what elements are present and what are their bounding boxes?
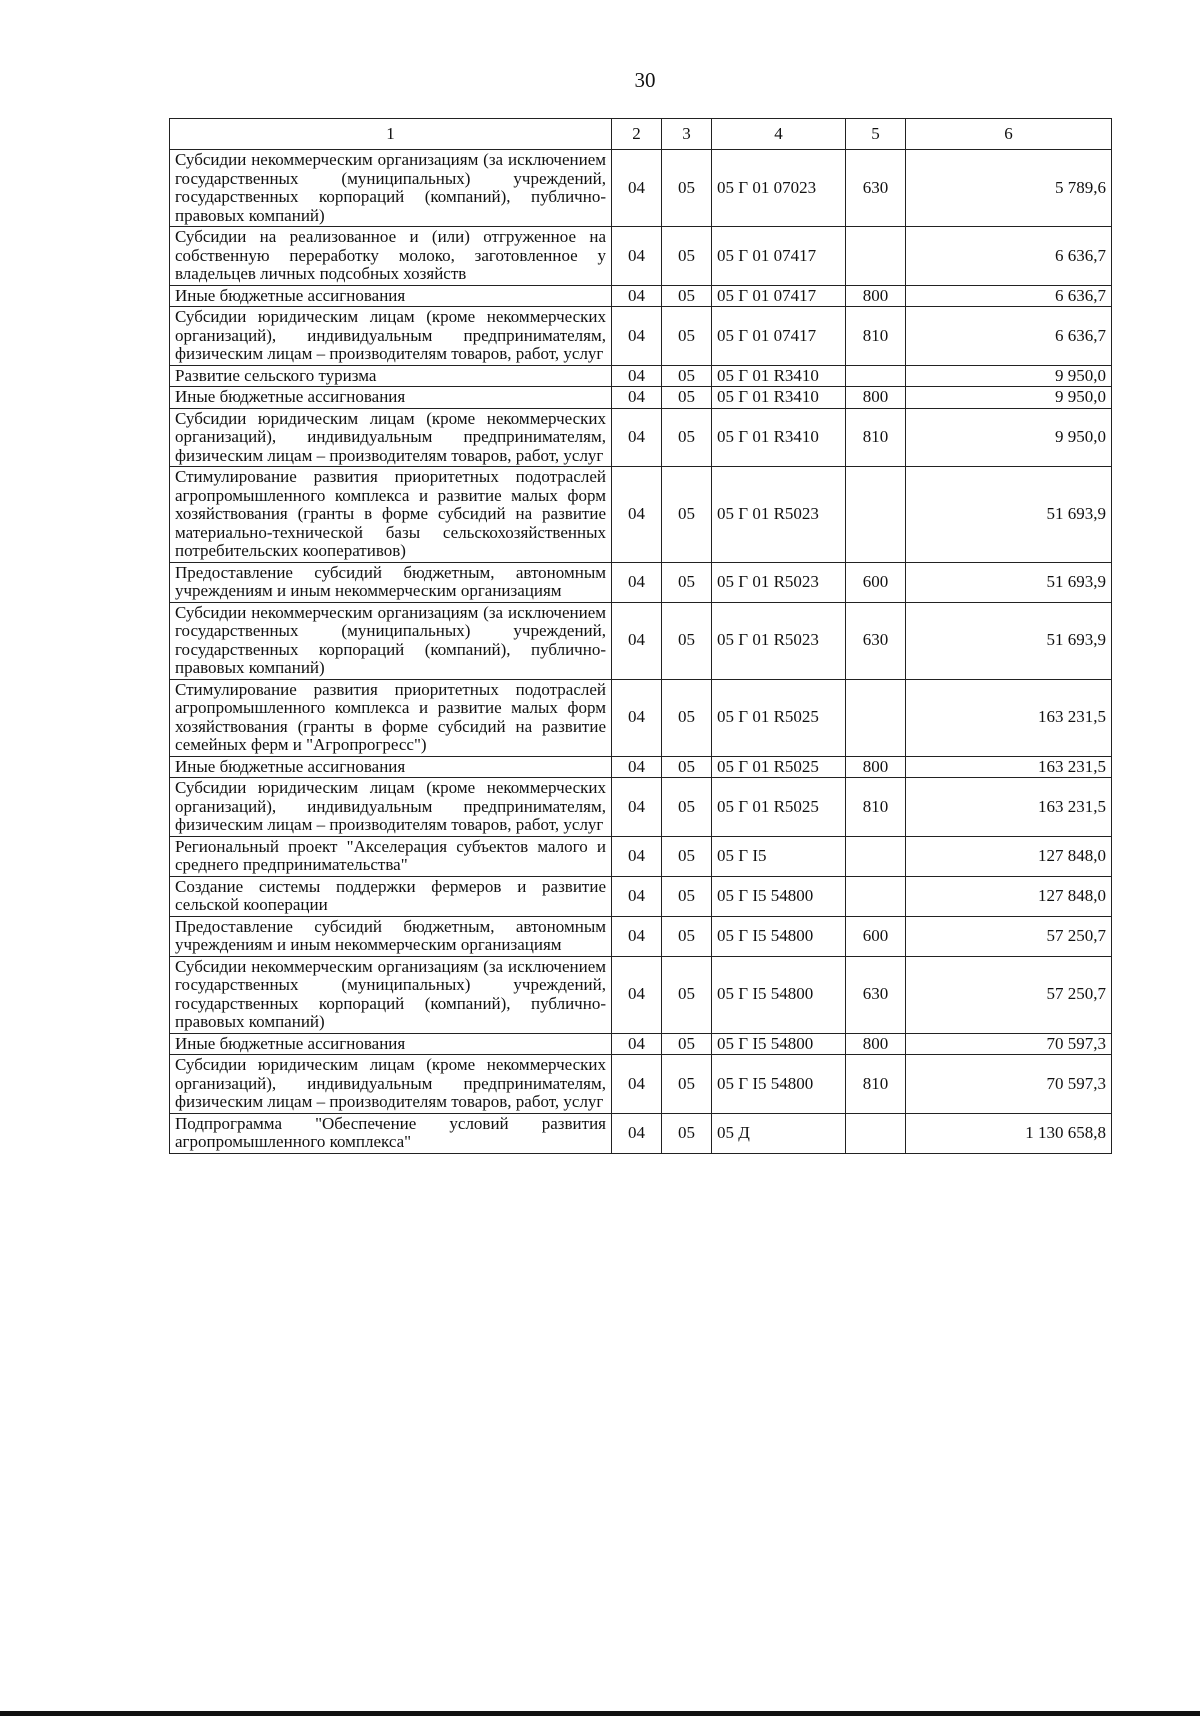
row-subsection-cell: 05 — [662, 1055, 712, 1114]
table-row — [170, 756, 1112, 778]
row-amount-cell: 6 636,7 — [906, 307, 1112, 366]
row-name-cell: Субсидии некоммерческим организациям (за исключением государственных (муниципальных) учреждений, государственных корпораций (компаний), публично-правовых компаний) — [170, 956, 612, 1033]
header-row — [170, 119, 1112, 150]
row-subsection-cell: 05 — [662, 876, 712, 916]
row-name-cell: Субсидии юридическим лицам (кроме некоммерческих организаций), индивидуальным предпринимателям, физическим лицам – производителям товаров, работ, услуг — [170, 408, 612, 467]
row-amount-cell: 1 130 658,8 — [906, 1113, 1112, 1153]
column-header-2: 2 — [612, 119, 662, 150]
row-name-cell: Иные бюджетные ассигнования — [170, 1033, 612, 1055]
row-subsection-cell: 05 — [662, 307, 712, 366]
row-name-cell: Субсидии некоммерческим организациям (за исключением государственных (муниципальных) учреждений, государственных корпораций (компаний), публично-правовых компаний) — [170, 150, 612, 227]
table-row — [170, 778, 1112, 837]
column-header-5: 5 — [846, 119, 906, 150]
row-target-article-cell: 05 Г 01 R5023 — [712, 602, 846, 679]
row-subsection-cell: 05 — [662, 150, 712, 227]
row-section-cell: 04 — [612, 307, 662, 366]
scan-edge-rule — [0, 1711, 1200, 1716]
table-row — [170, 150, 1112, 227]
row-target-article-cell: 05 Д — [712, 1113, 846, 1153]
row-expense-type-cell — [846, 679, 906, 756]
row-expense-type-cell: 630 — [846, 602, 906, 679]
row-expense-type-cell: 600 — [846, 916, 906, 956]
row-name-cell: Создание системы поддержки фермеров и развитие сельской кооперации — [170, 876, 612, 916]
row-target-article-cell: 05 Г I5 54800 — [712, 1055, 846, 1114]
row-expense-type-cell: 800 — [846, 285, 906, 307]
table-body — [170, 150, 1112, 1154]
table-row — [170, 227, 1112, 286]
table-row — [170, 602, 1112, 679]
row-subsection-cell: 05 — [662, 679, 712, 756]
row-name-cell: Предоставление субсидий бюджетным, автономным учреждениям и иным некоммерческим организациям — [170, 916, 612, 956]
table-row — [170, 365, 1112, 387]
row-section-cell: 04 — [612, 150, 662, 227]
row-target-article-cell: 05 Г 01 R3410 — [712, 387, 846, 409]
row-target-article-cell: 05 Г I5 54800 — [712, 1033, 846, 1055]
row-amount-cell: 127 848,0 — [906, 836, 1112, 876]
row-expense-type-cell — [846, 467, 906, 563]
row-subsection-cell: 05 — [662, 916, 712, 956]
row-section-cell: 04 — [612, 467, 662, 563]
row-section-cell: 04 — [612, 602, 662, 679]
row-expense-type-cell — [846, 1113, 906, 1153]
column-header-1: 1 — [170, 119, 612, 150]
table-row — [170, 836, 1112, 876]
row-amount-cell: 57 250,7 — [906, 956, 1112, 1033]
row-target-article-cell: 05 Г 01 R5023 — [712, 467, 846, 563]
table-row — [170, 387, 1112, 409]
row-amount-cell: 127 848,0 — [906, 876, 1112, 916]
row-subsection-cell: 05 — [662, 602, 712, 679]
table-row — [170, 285, 1112, 307]
row-name-cell: Субсидии на реализованное и (или) отгруженное на собственную переработку молоко, заготовленное у владельцев личных подсобных хозяйств — [170, 227, 612, 286]
row-name-cell: Субсидии юридическим лицам (кроме некоммерческих организаций), индивидуальным предпринимателям, физическим лицам – производителям товаров, работ, услуг — [170, 1055, 612, 1114]
row-expense-type-cell: 810 — [846, 408, 906, 467]
row-subsection-cell: 05 — [662, 836, 712, 876]
row-section-cell: 04 — [612, 365, 662, 387]
row-expense-type-cell: 630 — [846, 956, 906, 1033]
row-name-cell: Предоставление субсидий бюджетным, автономным учреждениям и иным некоммерческим организациям — [170, 562, 612, 602]
row-section-cell: 04 — [612, 916, 662, 956]
row-name-cell: Иные бюджетные ассигнования — [170, 756, 612, 778]
row-target-article-cell: 05 Г 01 07417 — [712, 285, 846, 307]
row-target-article-cell: 05 Г 01 07023 — [712, 150, 846, 227]
row-section-cell: 04 — [612, 956, 662, 1033]
column-header-4: 4 — [712, 119, 846, 150]
table-row — [170, 916, 1112, 956]
row-amount-cell: 163 231,5 — [906, 778, 1112, 837]
row-subsection-cell: 05 — [662, 408, 712, 467]
row-amount-cell: 70 597,3 — [906, 1055, 1112, 1114]
column-header-6: 6 — [906, 119, 1112, 150]
row-section-cell: 04 — [612, 1113, 662, 1153]
row-name-cell: Субсидии юридическим лицам (кроме некоммерческих организаций), индивидуальным предпринимателям, физическим лицам – производителям товаров, работ, услуг — [170, 778, 612, 837]
row-expense-type-cell — [846, 836, 906, 876]
table-row — [170, 562, 1112, 602]
table-row — [170, 876, 1112, 916]
row-name-cell: Субсидии юридическим лицам (кроме некоммерческих организаций), индивидуальным предпринимателям, физическим лицам – производителям товаров, работ, услуг — [170, 307, 612, 366]
row-amount-cell: 57 250,7 — [906, 916, 1112, 956]
row-subsection-cell: 05 — [662, 956, 712, 1033]
row-section-cell: 04 — [612, 285, 662, 307]
row-name-cell: Стимулирование развития приоритетных подотраслей агропромышленного комплекса и развитие малых форм хозяйствования (гранты в форме субсидий на развитие материально-технической базы сельскохозяйственных потребительских кооперативов) — [170, 467, 612, 563]
table-row — [170, 467, 1112, 563]
row-target-article-cell: 05 Г I5 54800 — [712, 956, 846, 1033]
row-name-cell: Субсидии некоммерческим организациям (за исключением государственных (муниципальных) учреждений, государственных корпораций (компаний), публично-правовых компаний) — [170, 602, 612, 679]
row-subsection-cell: 05 — [662, 387, 712, 409]
row-amount-cell: 51 693,9 — [906, 602, 1112, 679]
row-target-article-cell: 05 Г 01 R3410 — [712, 365, 846, 387]
row-amount-cell: 51 693,9 — [906, 467, 1112, 563]
row-expense-type-cell: 810 — [846, 307, 906, 366]
row-expense-type-cell — [846, 365, 906, 387]
row-expense-type-cell: 600 — [846, 562, 906, 602]
row-name-cell: Иные бюджетные ассигнования — [170, 285, 612, 307]
table-row — [170, 408, 1112, 467]
row-expense-type-cell — [846, 876, 906, 916]
row-section-cell: 04 — [612, 679, 662, 756]
row-section-cell: 04 — [612, 1033, 662, 1055]
row-amount-cell: 9 950,0 — [906, 387, 1112, 409]
row-subsection-cell: 05 — [662, 285, 712, 307]
row-name-cell: Стимулирование развития приоритетных подотраслей агропромышленного комплекса и развитие малых форм хозяйствования (гранты в форме субсидий на развитие семейных ферм и "Агропрогресс") — [170, 679, 612, 756]
row-subsection-cell: 05 — [662, 756, 712, 778]
table-row — [170, 956, 1112, 1033]
row-target-article-cell: 05 Г I5 54800 — [712, 916, 846, 956]
row-subsection-cell: 05 — [662, 562, 712, 602]
row-name-cell: Иные бюджетные ассигнования — [170, 387, 612, 409]
row-amount-cell: 70 597,3 — [906, 1033, 1112, 1055]
row-section-cell: 04 — [612, 408, 662, 467]
row-expense-type-cell: 810 — [846, 778, 906, 837]
row-target-article-cell: 05 Г 01 R5023 — [712, 562, 846, 602]
row-expense-type-cell: 630 — [846, 150, 906, 227]
row-subsection-cell: 05 — [662, 778, 712, 837]
row-target-article-cell: 05 Г 01 R3410 — [712, 408, 846, 467]
row-section-cell: 04 — [612, 836, 662, 876]
row-target-article-cell: 05 Г 01 07417 — [712, 307, 846, 366]
row-expense-type-cell: 800 — [846, 756, 906, 778]
row-target-article-cell: 05 Г 01 R5025 — [712, 756, 846, 778]
row-section-cell: 04 — [612, 387, 662, 409]
row-expense-type-cell: 800 — [846, 1033, 906, 1055]
row-amount-cell: 9 950,0 — [906, 365, 1112, 387]
row-subsection-cell: 05 — [662, 467, 712, 563]
row-section-cell: 04 — [612, 562, 662, 602]
row-amount-cell: 6 636,7 — [906, 285, 1112, 307]
row-section-cell: 04 — [612, 227, 662, 286]
table-row — [170, 1033, 1112, 1055]
table-row — [170, 679, 1112, 756]
budget-table — [169, 118, 1112, 1154]
table-row — [170, 307, 1112, 366]
row-target-article-cell: 05 Г I5 — [712, 836, 846, 876]
row-subsection-cell: 05 — [662, 1033, 712, 1055]
row-amount-cell: 5 789,6 — [906, 150, 1112, 227]
row-section-cell: 04 — [612, 778, 662, 837]
row-name-cell: Региональный проект "Акселерация субъектов малого и среднего предпринимательства" — [170, 836, 612, 876]
row-subsection-cell: 05 — [662, 365, 712, 387]
row-subsection-cell: 05 — [662, 227, 712, 286]
row-amount-cell: 51 693,9 — [906, 562, 1112, 602]
row-expense-type-cell — [846, 227, 906, 286]
row-amount-cell: 6 636,7 — [906, 227, 1112, 286]
row-name-cell: Подпрограмма "Обеспечение условий развития агропромышленного комплекса" — [170, 1113, 612, 1153]
row-section-cell: 04 — [612, 756, 662, 778]
table-row — [170, 1055, 1112, 1114]
page-number: 30 — [634, 68, 656, 92]
row-section-cell: 04 — [612, 876, 662, 916]
row-expense-type-cell: 800 — [846, 387, 906, 409]
row-target-article-cell: 05 Г I5 54800 — [712, 876, 846, 916]
row-amount-cell: 163 231,5 — [906, 679, 1112, 756]
table-row — [170, 1113, 1112, 1153]
row-target-article-cell: 05 Г 01 07417 — [712, 227, 846, 286]
row-amount-cell: 163 231,5 — [906, 756, 1112, 778]
row-subsection-cell: 05 — [662, 1113, 712, 1153]
column-header-3: 3 — [662, 119, 712, 150]
row-name-cell: Развитие сельского туризма — [170, 365, 612, 387]
row-amount-cell: 9 950,0 — [906, 408, 1112, 467]
row-target-article-cell: 05 Г 01 R5025 — [712, 778, 846, 837]
row-expense-type-cell: 810 — [846, 1055, 906, 1114]
row-section-cell: 04 — [612, 1055, 662, 1114]
row-target-article-cell: 05 Г 01 R5025 — [712, 679, 846, 756]
